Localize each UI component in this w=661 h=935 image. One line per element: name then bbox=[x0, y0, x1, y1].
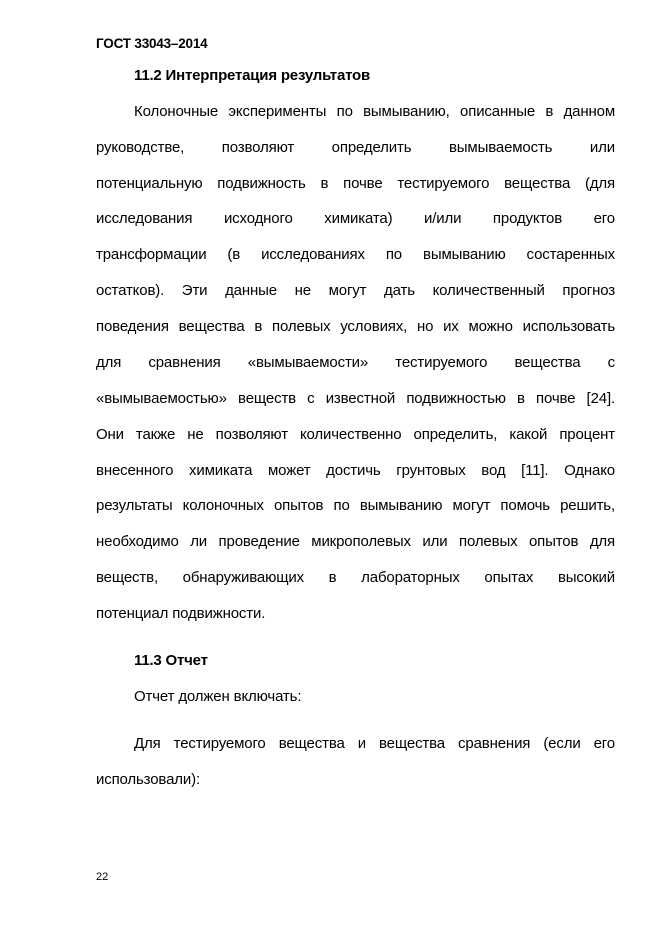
page-number: 22 bbox=[96, 871, 109, 883]
section-11-2-line-15: потенциал подвижности. bbox=[96, 605, 266, 622]
section-11-2-line-3: потенциальную подвижность в почве тестируемого вещества (для bbox=[96, 175, 615, 192]
section-11-3-heading: 11.3 Отчет bbox=[134, 652, 208, 669]
section-11-2-line-13: необходимо ли проведение микрополевых или полевых опытов для bbox=[96, 533, 615, 550]
section-11-3-intro: Отчет должен включать: bbox=[134, 688, 302, 705]
section-11-2-line-2: руководстве, позволяют определить вымываемость или bbox=[96, 139, 615, 156]
section-11-2-line-8: для сравнения «вымываемости» тестируемого вещества с bbox=[96, 354, 615, 371]
section-11-2-line-5: трансформации (в исследованиях по вымыванию состаренных bbox=[96, 246, 615, 263]
section-11-3-line-1: Для тестируемого вещества и вещества сравнения (если его bbox=[134, 735, 615, 752]
section-11-2-line-6: остатков). Эти данные не могут дать количественный прогноз bbox=[96, 282, 615, 299]
section-11-2-line-10: Они также не позволяют количественно определить, какой процент bbox=[96, 426, 615, 443]
section-11-3-line-2: использовали): bbox=[96, 771, 200, 788]
section-11-2-line-7: поведения вещества в полевых условиях, но их можно использовать bbox=[96, 318, 615, 335]
section-11-2-line-14: веществ, обнаруживающих в лабораторных опытах высокий bbox=[96, 569, 615, 586]
section-11-2-line-11: внесенного химиката может достичь грунтовых вод [11]. Однако bbox=[96, 462, 615, 479]
standard-header: ГОСТ 33043–2014 bbox=[96, 36, 208, 51]
section-11-2-line-1: Колоночные эксперименты по вымыванию, описанные в данном bbox=[134, 103, 615, 120]
section-11-2-line-12: результаты колоночных опытов по вымыванию могут помочь решить, bbox=[96, 497, 615, 514]
section-11-2-heading: 11.2 Интерпретация результатов bbox=[134, 67, 371, 84]
section-11-2-line-4: исследования исходного химиката) и/или продуктов его bbox=[96, 210, 615, 227]
section-11-2-line-9: «вымываемостью» веществ с известной подвижностью в почве [24]. bbox=[96, 390, 615, 407]
